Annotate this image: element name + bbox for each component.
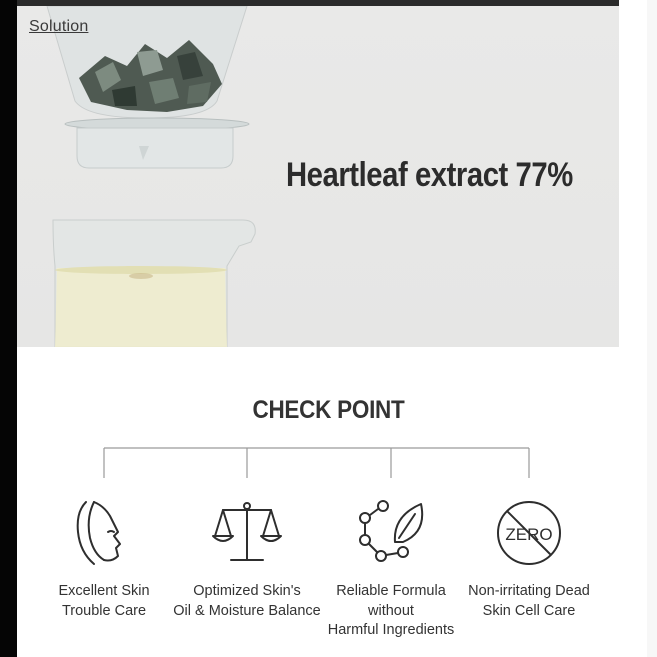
- zero-icon-text: ZERO: [505, 525, 553, 544]
- check-point-title: CHECK POINT: [252, 396, 405, 424]
- label-line: Non-irritating Dead: [468, 583, 590, 599]
- check-point-item-oil-moisture: [172, 498, 322, 619]
- balance-scale-icon: [207, 498, 287, 568]
- label-line: Optimized Skin's: [193, 583, 301, 599]
- label-line: Oil & Moisture Balance: [173, 602, 321, 619]
- check-point-item-formula: [316, 498, 466, 638]
- label-line: Trouble Care: [61, 602, 147, 619]
- label-line: without: [368, 602, 414, 619]
- check-point-label-1: [29, 582, 179, 621]
- hero-title: Heartleaf extract 77%: [286, 156, 573, 194]
- label-line: Harmful Ingredients: [327, 622, 455, 638]
- check-point-label-3: [316, 582, 466, 641]
- zero-prohibited-icon: [489, 498, 569, 568]
- label-line: Reliable Formula: [336, 583, 446, 599]
- check-point-item-skin-trouble: [29, 498, 179, 619]
- check-point-item-non-irritating: [454, 498, 604, 619]
- label-line: Excellent Skin: [58, 583, 150, 599]
- label-line: Skin Cell Care: [482, 602, 576, 619]
- solution-label: Solution: [29, 18, 89, 35]
- check-point-label-2: [172, 582, 322, 621]
- molecule-leaf-icon: [351, 498, 431, 568]
- face-icon: [64, 498, 144, 568]
- check-point-label-4: [454, 582, 604, 621]
